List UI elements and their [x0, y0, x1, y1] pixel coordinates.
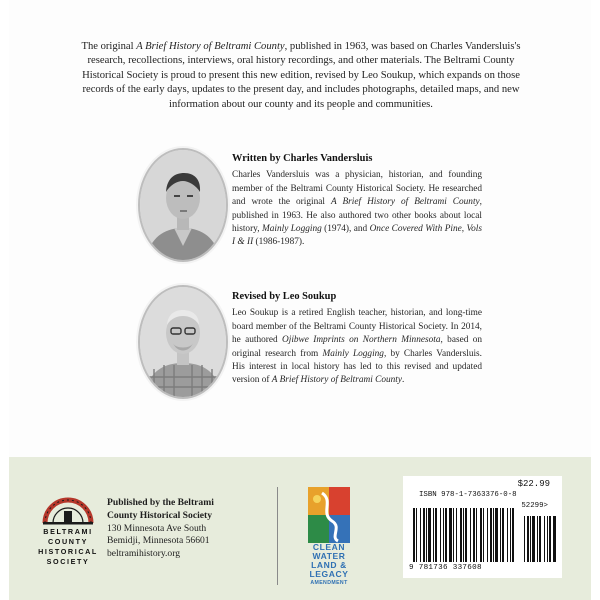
legacy-amendment-logo: [296, 487, 362, 599]
portrait-photo: [140, 150, 226, 260]
intro-text: The original: [81, 41, 137, 52]
author-bio-text: Leo Soukup is a retired English teacher, historian, and long-time board member of the Beltrami County Historical Society. In 2014, he authored Ojibwe Imprints on Northern Minnesota, based on original research from Mainly Logging, by Charles Vandersluis. His interest in local history has led to this revised and updated version of A Brief History of Beltrami County.: [232, 308, 482, 386]
publisher-info: Published by the Beltrami County Historical Society 130 Minnesota Ave South Bemidji, Minnesota 56601 beltramihistory.org: [107, 497, 267, 561]
isbn-barcode: [403, 476, 562, 578]
author-bio-text: Charles Vandersluis was a physician, historian, and founding member of the Beltrami County Historical Society. He researched and wrote the original A Brief History of Beltrami County, published in 1963. He also authored two other books about local history, Mainly Logging (1974), and Once Covered With Pine, Vols I & II (1986-1987).: [232, 170, 482, 248]
author-bio-vandersluis: [232, 152, 482, 250]
portrait-charles-vandersluis: [138, 148, 228, 262]
barcode-bars: [411, 508, 557, 566]
cover-footer: [9, 457, 591, 600]
author-bio-soukup: [232, 290, 482, 388]
intro-text-rest: , published in 1963, was based on Charles Vandersluis's research, recollections, interviews, oral history recordings, and other materials. The Beltrami County Historical Society is proud to present this new edition, revised by Leo Soukup, which expands on those records of the early days, updates to the present day, and includes photographs, detailed maps, and new information about our county and its people and communities.: [82, 41, 521, 110]
price-label: $22.99: [517, 479, 550, 489]
author-heading: Revised by Leo Soukup: [232, 291, 337, 302]
intro-book-title: A Brief History of Beltrami County: [136, 41, 285, 52]
arch-icon: [42, 495, 94, 525]
logo-wordmark: BELTRAMI COUNTY HISTORICAL SOCIETY: [38, 527, 98, 566]
divider: [277, 487, 278, 585]
author-heading: Written by Charles Vandersluis: [232, 153, 373, 164]
ean-digits: 9 781736 337608: [409, 564, 482, 572]
isbn-text: ISBN 978-1-7363376-0-8: [419, 491, 517, 499]
publisher-website: beltramihistory.org: [107, 548, 181, 560]
intro-paragraph: [70, 40, 532, 112]
legacy-art-icon: [308, 487, 350, 543]
portrait-leo-soukup: [138, 285, 228, 399]
portrait-photo: [140, 287, 226, 397]
addon-code: 52299>: [521, 502, 548, 510]
historical-society-logo: [29, 495, 107, 577]
legacy-wordmark: CLEAN WATER LAND & LEGACY AMENDMENT: [309, 542, 349, 586]
